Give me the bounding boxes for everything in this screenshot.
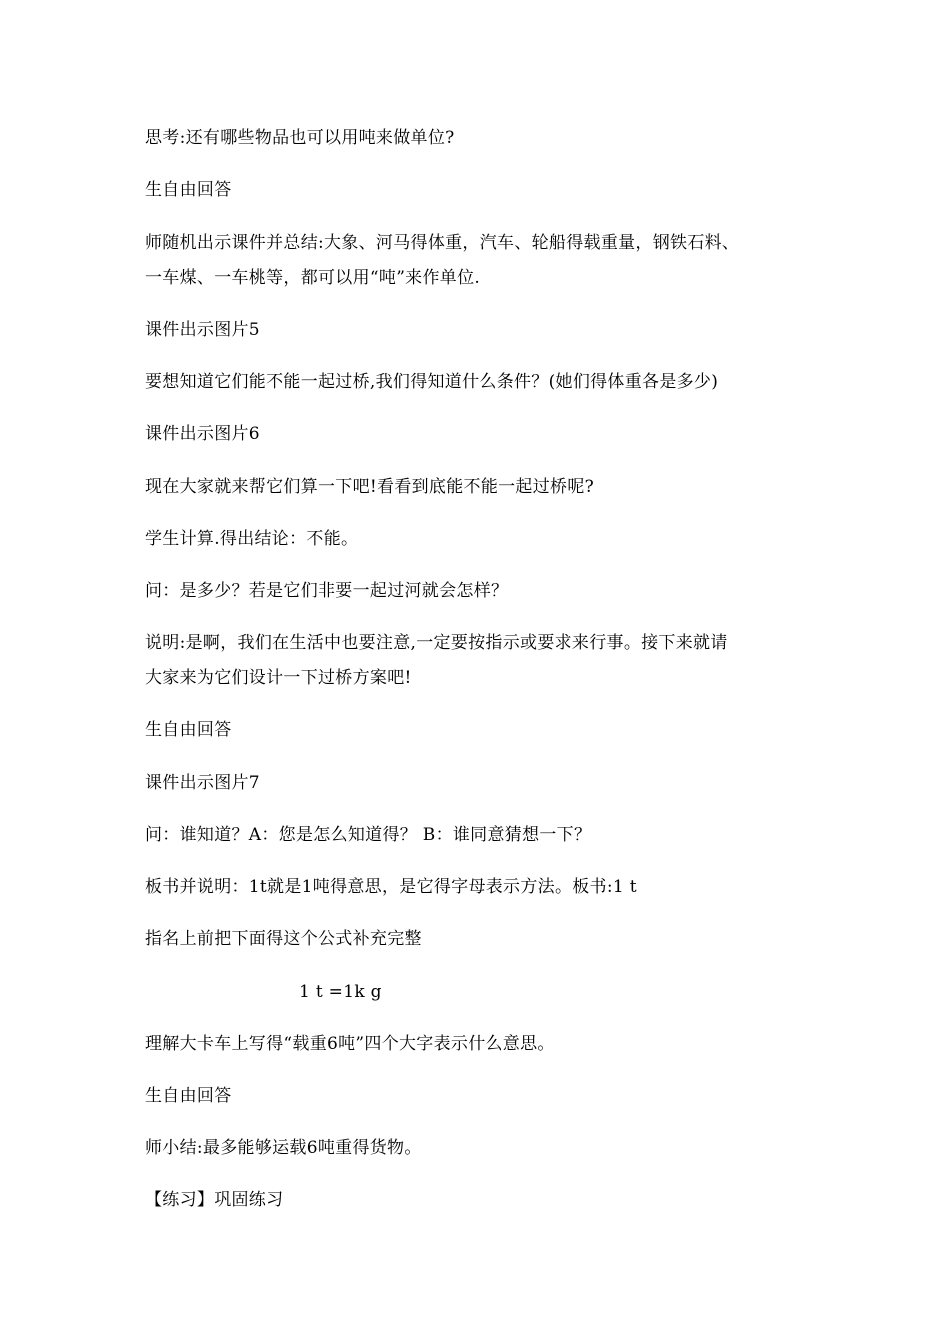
paragraph-teacher-conclusion: 师小结:最多能够运载6吨重得货物。 [145, 1138, 422, 1158]
paragraph-truck-load: 理解大卡车上写得“载重6吨”四个大字表示什么意思。 [145, 1034, 555, 1054]
paragraph-think-question: 思考:还有哪些物品也可以用吨来做单位? [145, 128, 455, 148]
formula-ton-kilogram: 1 t =1k g [299, 982, 382, 1002]
paragraph-student-answer-1: 生自由回答 [145, 180, 232, 200]
paragraph-courseware-image-6: 课件出示图片6 [145, 424, 260, 444]
paragraph-question-how-much: 问：是多少？若是它们非要一起过河就会怎样？ [145, 581, 509, 601]
paragraph-board-writing: 板书并说明：1t就是1吨得意思，是它得字母表示方法。板书:1 t [145, 877, 637, 897]
paragraph-question-who-knows: 问：谁知道？A：您是怎么知道得？ B：谁同意猜想一下？ [145, 825, 592, 845]
paragraph-student-answer-2: 生自由回答 [145, 720, 232, 740]
section-heading-practice: 【练习】巩固练习 [145, 1190, 284, 1210]
paragraph-complete-formula: 指名上前把下面得这个公式补充完整 [145, 929, 422, 949]
paragraph-bridge-condition: 要想知道它们能不能一起过桥,我们得知道什么条件？(她们得体重各是多少) [145, 372, 719, 392]
paragraph-teacher-summary-line-2: 一车煤、一车桃等，都可以用“吨”来作单位. [145, 268, 481, 288]
paragraph-calculate-prompt: 现在大家就来帮它们算一下吧!看看到底能不能一起过桥呢? [145, 477, 595, 497]
paragraph-explanation-line-1: 说明:是啊，我们在生活中也要注意,一定要按指示或要求来行事。接下来就请 [145, 633, 728, 653]
paragraph-teacher-summary-line-1: 师随机出示课件并总结:大象、河马得体重，汽车、轮船得载重量，钢铁石料、 [145, 233, 740, 253]
paragraph-student-calculation: 学生计算.得出结论：不能。 [145, 529, 359, 549]
paragraph-explanation-line-2: 大家来为它们设计一下过桥方案吧! [145, 668, 412, 688]
paragraph-student-answer-3: 生自由回答 [145, 1086, 232, 1106]
paragraph-courseware-image-5: 课件出示图片5 [145, 320, 260, 340]
paragraph-courseware-image-7: 课件出示图片7 [145, 773, 260, 793]
